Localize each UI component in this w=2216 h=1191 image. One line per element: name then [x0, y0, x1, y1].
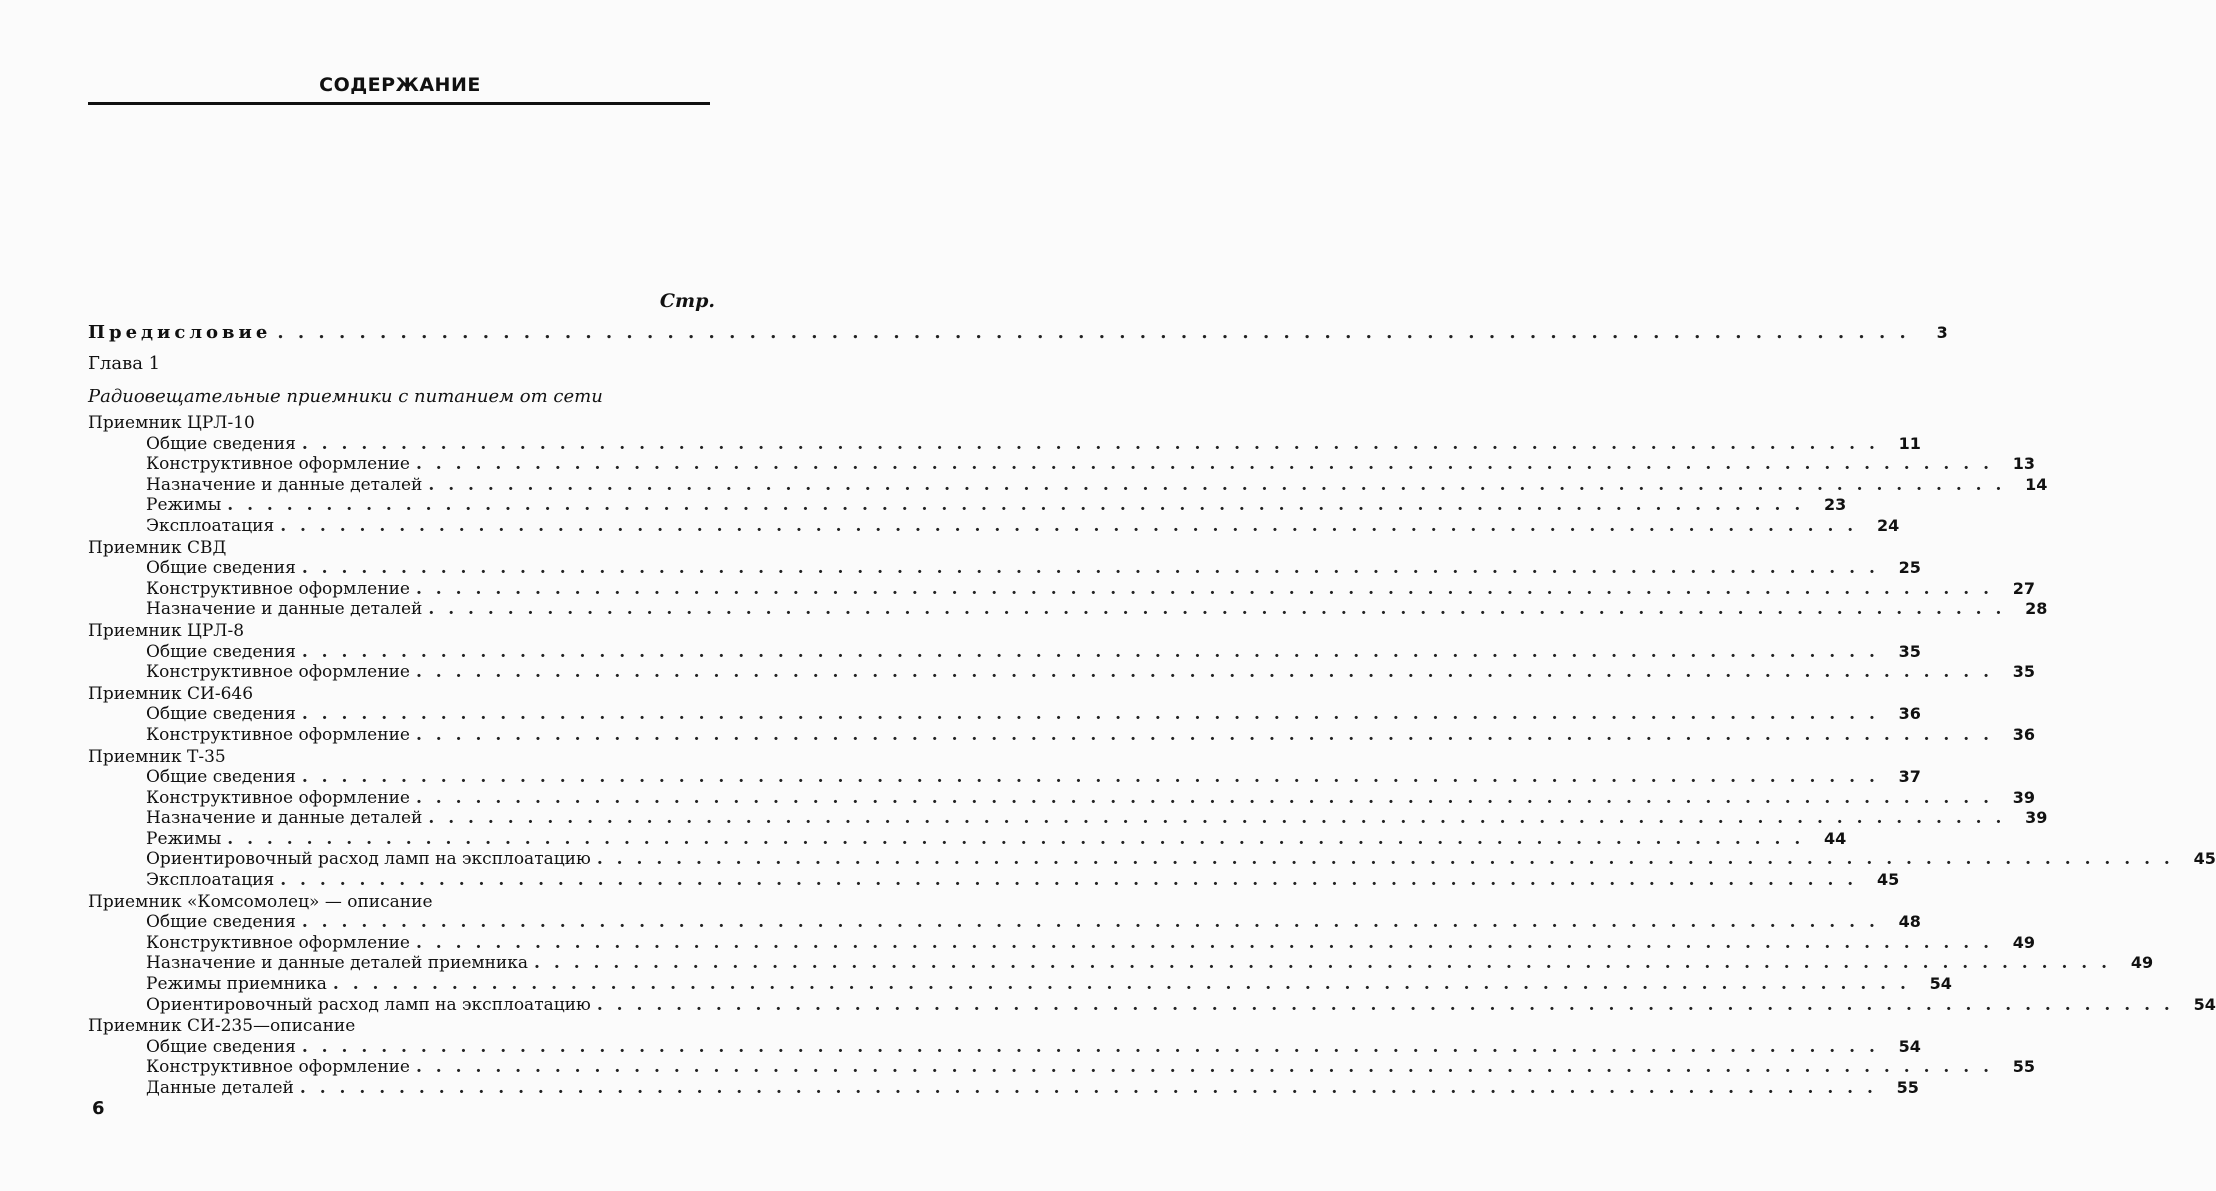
toc-entry-label: Ориентировочный расход ламп на эксплоатацию — [146, 849, 591, 870]
toc-entry-page: 39 — [2012, 787, 2036, 807]
toc-entry-page: 54 — [1929, 974, 1952, 994]
toc-entry-label: Данные деталей — [146, 1078, 294, 1098]
toc-entry-label: Конструктивное оформление — [146, 724, 410, 745]
dot-leader: . . . . . . . . . . . . . . . . . . . . . . . . . . . . . . . . . . . . . . . . . . . . . . . . . . . . . . . . . . . . . . . . . . . . . . . . . . . . . . . . — [301, 433, 1879, 454]
toc-entry-page: 55 — [1896, 1078, 1919, 1097]
toc-entry[interactable] — [88, 641, 1921, 663]
toc-entry[interactable] — [88, 474, 2048, 496]
toc-entry[interactable] — [88, 849, 2216, 870]
preface-page: 3 — [1936, 323, 1952, 342]
toc-entry-page: 14 — [2025, 474, 2048, 494]
toc-heading[interactable] — [88, 684, 720, 705]
toc-entry-page: 35 — [1898, 641, 1921, 661]
toc-entry-label: Общие сведения — [146, 767, 296, 788]
dot-leader: . . . . . . . . . . . . . . . . . . . . . . . . . . . . . . . . . . . . . . . . . . . . . . . . . . . . . . . . . . . . . . . . . . . . . . . . . . . . . . . . — [596, 994, 2174, 1015]
dot-leader: . . . . . . . . . . . . . . . . . . . . . . . . . . . . . . . . . . . . . . . . . . . . . . . . . . . . . . . . . . . . . . . . . . . . . . . . . . . . . . . . — [301, 641, 1879, 662]
toc-entry-page: 23 — [1824, 495, 1847, 515]
toc-entry-page: 54 — [1898, 1036, 1921, 1056]
toc-entry[interactable] — [88, 599, 2048, 620]
toc-entry-label: Общие сведения — [146, 1036, 296, 1057]
toc-entry[interactable] — [88, 953, 2154, 974]
toc-entry-label: Эксплоатация — [146, 515, 275, 536]
toc-entry-label: Общие сведения — [146, 641, 296, 662]
toc-heading[interactable] — [88, 621, 720, 642]
toc-entry-page: 55 — [2012, 1057, 2036, 1077]
toc-entry-page: 36 — [2012, 724, 2036, 744]
toc-entry[interactable] — [88, 662, 2036, 683]
toc-entry-page: 45 — [2193, 849, 2216, 869]
table-of-contents — [88, 318, 2216, 1099]
toc-entry-label: Конструктивное оформление — [146, 578, 410, 599]
toc-entry-label: Конструктивное оформление — [146, 787, 410, 808]
toc-entry[interactable] — [88, 787, 2036, 809]
toc-entry[interactable] — [88, 808, 2048, 829]
toc-heading[interactable] — [88, 1016, 720, 1037]
dot-leader: . . . . . . . . . . . . . . . . . . . . . . . . . . . . . . . . . . . . . . . . . . . . . . . . . . . . . . . . . . . . . . . . . . . . . . . . . . . . . . . . — [301, 558, 1879, 579]
dot-leader: . . . . . . . . . . . . . . . . . . . . . . . . . . . . . . . . . . . . . . . . . . . . . . . . . . . . . . . . . . . . . . . . . . . . . . . . . . . . . . . . — [415, 724, 1994, 745]
dot-leader: . . . . . . . . . . . . . . . . . . . . . . . . . . . . . . . . . . . . . . . . . . . . . . . . . . . . . . . . . . . . . . . . . . . . . . . . . . . . . . . . — [299, 1078, 1877, 1098]
dot-leader: . . . . . . . . . . . . . . . . . . . . . . . . . . . . . . . . . . . . . . . . . . . . . . . . . . . . . . . . . . . . . . . . . . . . . . . . . . . . . . . . — [301, 767, 1879, 788]
toc-entry[interactable] — [88, 974, 1952, 995]
toc-entry-page: 39 — [2025, 808, 2048, 828]
toc-entry[interactable] — [88, 1078, 1919, 1099]
toc-entry-label: Назначение и данные деталей — [146, 474, 423, 495]
toc-entry-label: Режимы — [146, 495, 222, 516]
toc-entry-page: 11 — [1898, 433, 1921, 453]
toc-entry-page: 25 — [1898, 558, 1921, 578]
dot-leader: . . . . . . . . . . . . . . . . . . . . . . . . . . . . . . . . . . . . . . . . . . . . . . . . . . . . . . . . . . . . . . . . . . . . . . . . . . . . . . . . — [415, 787, 1994, 808]
dot-leader: . . . . . . . . . . . . . . . . . . . . . . . . . . . . . . . . . . . . . . . . . . . . . . . . . . . . . . . . . . . . . . . . . . . . . . . . . . . . . . . . — [415, 662, 1994, 683]
toc-entry[interactable] — [88, 1036, 1921, 1058]
toc-entry-label: Конструктивное оформление — [146, 454, 410, 475]
page-column-label: Стр. — [659, 290, 715, 312]
toc-entry-label: Конструктивное оформление — [146, 662, 410, 683]
toc-entry-page: 28 — [2025, 599, 2048, 619]
toc-entry-label: Конструктивное оформление — [146, 932, 410, 953]
toc-entry[interactable] — [88, 912, 1921, 933]
page-title: СОДЕРЖАНИЕ — [319, 74, 481, 96]
toc-entry-page: 27 — [2012, 578, 2036, 598]
toc-entry-label: Назначение и данные деталей приемника — [146, 953, 529, 974]
toc-entry[interactable] — [88, 433, 1921, 455]
toc-entry-label: Приемник ЦРЛ-8 — [88, 620, 245, 641]
toc-entry[interactable] — [88, 704, 1921, 725]
toc-entry[interactable] — [88, 724, 2036, 746]
toc-entry-label: Приемник Т-35 — [88, 746, 226, 767]
toc-heading[interactable] — [88, 538, 720, 559]
dot-leader: . . . . . . . . . . . . . . . . . . . . . . . . . . . . . . . . . . . . . . . . . . . . . . . . . . . . . . . . . . . . . . . . . . . . . . . . . . . . . . . . — [227, 495, 1805, 516]
toc-entry[interactable] — [88, 454, 2036, 475]
dot-leader: . . . . . . . . . . . . . . . . . . . . . . . . . . . . . . . . . . . . . . . . . . . . . . . . . . . . . . . . . . . . . . . . . . . . . . . . . . . . . . . . — [534, 953, 2112, 974]
toc-entry[interactable] — [88, 1057, 2036, 1078]
dot-leader: . . . . . . . . . . . . . . . . . . . . . . . . . . . . . . . . . . . . . . . . . . . . . . . . . . . . . . . . . . . . . . . . . . . . . . . . . . . . . . . . — [301, 704, 1879, 725]
toc-entry[interactable] — [88, 828, 1847, 850]
dot-leader: . . . . . . . . . . . . . . . . . . . . . . . . . . . . . . . . . . . . . . . . . . . . . . . . . . . . . . . . . . . . . . . . . . . . . . . . . . . . . . . . — [428, 808, 2006, 829]
dot-leader: . . . . . . . . . . . . . . . . . . . . . . . . . . . . . . . . . . . . . . . . . . . . . . . . . . . . . . . . . . . . . . . . . . . . . . . . . . . . . . . . — [428, 599, 2006, 620]
toc-entry-label: Приемник СИ-646 — [88, 683, 254, 704]
toc-entry-page: 24 — [1876, 515, 1900, 535]
dot-leader: . . . . . . . . . . . . . . . . . . . . . . . . . . . . . . . . . . . . . . . . . . . . . . . . . . . . . . . . . . . . . . . . . . . . . . . . . . . . . . . . — [415, 454, 1994, 475]
section-title: Радиовещательные приемники с питанием от сети — [88, 386, 603, 407]
dot-leader: . . . . . . . . . . . . . . . . . . . . . . . . . . . . . . . . . . . . . . . . . . . . . . . . . . . . . . . . . . . . . . . . . . . . . . . . . . . . . . . . — [415, 1057, 1994, 1078]
toc-entry-page: 13 — [2012, 454, 2036, 474]
toc-heading[interactable] — [88, 892, 720, 913]
toc-entry-page: 49 — [2012, 932, 2036, 952]
dot-leader: . . . . . . . . . . . . . . . . . . . . . . . . . . . . . . . . . . . . . . . . . . . . . . . . . . . . . . . . . . . . . . . . . . . . . . . . . . . . . . . . — [415, 578, 1994, 599]
toc-entry-page: 35 — [2012, 662, 2036, 682]
toc-entry[interactable] — [88, 767, 1921, 788]
toc-entry-page: 49 — [2130, 953, 2154, 973]
toc-entry-page: 54 — [2193, 994, 2216, 1014]
toc-entry-label: Назначение и данные деталей — [146, 599, 423, 620]
dot-leader: . . . . . . . . . . . . . . . . . . . . . . . . . . . . . . . . . . . . . . . . . . . . . . . . . . . . . . . . . . . . . . . . . . . . . . . . . . . . . . . . — [428, 474, 2006, 495]
toc-heading[interactable] — [88, 413, 720, 434]
toc-heading[interactable] — [88, 747, 720, 768]
toc-entry-label: Общие сведения — [146, 704, 296, 725]
preface-label: Предисловие — [88, 322, 272, 343]
toc-entry-label: Ориентировочный расход ламп на эксплоатацию — [146, 994, 591, 1015]
toc-entry-label: Конструктивное оформление — [146, 1057, 410, 1078]
toc-entries — [88, 413, 2216, 1099]
footer-page-number: 6 — [92, 1098, 105, 1119]
dot-leader: . . . . . . . . . . . . . . . . . . . . . . . . . . . . . . . . . . . . . . . . . . . . . . . . . . . . . . . . . . . . . . . . . . . . . . . . . . . . . . . . — [332, 974, 1910, 995]
dot-leader: . . . . . . . . . . . . . . . . . . . . . . . . . . . . . . . . . . . . . . . . . . . . . . . . . . . . . . . . . . . . . . . . . . . . . . . . . . . . . . . . — [301, 912, 1879, 933]
toc-entry[interactable] — [88, 515, 1900, 537]
toc-preface[interactable] — [88, 318, 1952, 348]
title-rule — [88, 102, 710, 105]
toc-entry-page: 45 — [1876, 870, 1900, 890]
toc-entry-label: Общие сведения — [146, 912, 296, 933]
toc-entry-page: 37 — [1898, 767, 1921, 787]
toc-entry[interactable] — [88, 578, 2036, 600]
toc-entry[interactable] — [88, 870, 1900, 891]
toc-entry-label: Режимы приемника — [146, 974, 327, 995]
toc-entry[interactable] — [88, 558, 1921, 579]
dot-leader: . . . . . . . . . . . . . . . . . . . . . . . . . . . . . . . . . . . . . . . . . . . . . . . . . . . . . . . . . . . . . . . . . . . . . . . . . . . . . . . . — [280, 515, 1858, 536]
dot-leader: . . . . . . . . . . . . . . . . . . . . . . . . . . . . . . . . . . . . . . . . . . . . . . . . . . . . . . . . . . . . . . . . . . . . . . . . . . . . . . . . — [227, 828, 1805, 849]
toc-entry-page: 48 — [1898, 912, 1921, 932]
toc-entry[interactable] — [88, 994, 2216, 1016]
toc-entry-label: Режимы — [146, 828, 222, 849]
toc-entry-page: 44 — [1824, 828, 1847, 848]
dot-leader: . . . . . . . . . . . . . . . . . . . . . . . . . . . . . . . . . . . . . . . . . . . . . . . . . . . . . . . . . . . . . . . . . . . . . . . . . . . . . . . . — [277, 322, 1910, 343]
toc-entry-label: Приемник СИ-235—описание — [88, 1016, 356, 1037]
dot-leader: . . . . . . . . . . . . . . . . . . . . . . . . . . . . . . . . . . . . . . . . . . . . . . . . . . . . . . . . . . . . . . . . . . . . . . . . . . . . . . . . — [301, 1036, 1879, 1057]
toc-entry-label: Эксплоатация — [146, 870, 275, 891]
dot-leader: . . . . . . . . . . . . . . . . . . . . . . . . . . . . . . . . . . . . . . . . . . . . . . . . . . . . . . . . . . . . . . . . . . . . . . . . . . . . . . . . — [280, 870, 1858, 891]
toc-entry-label: Приемник ЦРЛ-10 — [88, 413, 255, 433]
toc-entry-label: Общие сведения — [146, 558, 296, 579]
toc-entry-page: 36 — [1898, 704, 1921, 724]
dot-leader: . . . . . . . . . . . . . . . . . . . . . . . . . . . . . . . . . . . . . . . . . . . . . . . . . . . . . . . . . . . . . . . . . . . . . . . . . . . . . . . . — [596, 849, 2174, 870]
toc-entry-label: Приемник СВД — [88, 537, 227, 558]
toc-entry-label: Общие сведения — [146, 433, 296, 454]
toc-entry[interactable] — [88, 495, 1847, 516]
toc-entry-label: Назначение и данные деталей — [146, 808, 423, 829]
toc-entry[interactable] — [88, 932, 2036, 954]
chapter-heading: Глава 1 — [88, 353, 161, 374]
toc-entry-label: Приемник «Комсомолец» — описание — [88, 891, 433, 912]
dot-leader: . . . . . . . . . . . . . . . . . . . . . . . . . . . . . . . . . . . . . . . . . . . . . . . . . . . . . . . . . . . . . . . . . . . . . . . . . . . . . . . . — [415, 932, 1994, 953]
